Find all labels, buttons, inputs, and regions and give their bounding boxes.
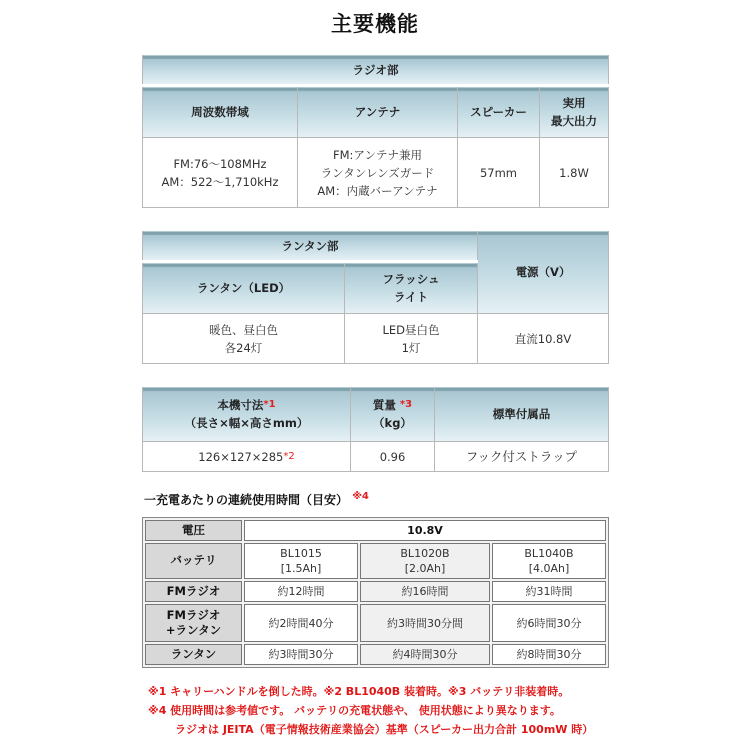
battery-capacity: [2.0Ah] — [404, 561, 446, 575]
lantern-section-header: ランタン部 — [143, 230, 478, 262]
header-accessories: 標準付属品 — [435, 386, 609, 442]
runtime-cell: 約3時間30分 — [244, 644, 358, 665]
antenna-fm-guard: ランタンレンズガード — [320, 165, 435, 180]
footnote-4: ※4 使用時間は参考値です。 バッテリの充電状態や、 使用状態により異なります。 — [148, 704, 561, 717]
table-row — [145, 581, 606, 602]
accessories-value: フック付ストラップ — [435, 442, 609, 472]
header-max-output-line1: 実用 — [562, 96, 586, 110]
flashlight-color: LED昼白色 — [382, 322, 440, 337]
header-antenna: アンテナ — [298, 86, 458, 138]
battery-model: BL1020B — [400, 546, 450, 560]
footnote-1-3: ※1 キャリーハンドルを倒した時。※2 BL1040B 装着時。※3 バッテリ非装着時。 — [148, 685, 570, 698]
header-dimensions-line1: 本機寸法 — [217, 398, 264, 412]
voltage-value: 10.8V — [244, 520, 606, 541]
runtime-cell: 約8時間30分 — [492, 644, 606, 665]
battery-bl1040b — [492, 543, 606, 580]
runtime-cell: 約4時間30分 — [360, 644, 490, 665]
runtime-subtitle — [144, 491, 369, 508]
battery-model: BL1040B — [524, 546, 574, 560]
battery-capacity: [4.0Ah] — [528, 561, 570, 575]
header-flashlight-line1: フラッシュ — [382, 272, 440, 286]
page-title: 主要機能 — [331, 12, 419, 36]
mass-value: 0.96 — [351, 442, 435, 472]
lantern-spec-table — [142, 228, 609, 364]
runtime-cell: 約6時間30分 — [492, 604, 606, 643]
note-marker-4: ※4 — [352, 491, 369, 502]
battery-capacity: [1.5Ah] — [280, 561, 322, 575]
row-label-lantern: ランタン — [145, 644, 242, 665]
runtime-cell: 約31時間 — [492, 581, 606, 602]
note-marker-1: *1 — [263, 399, 276, 410]
runtime-table — [142, 517, 609, 668]
table-row — [145, 604, 606, 643]
battery-bl1020b — [360, 543, 490, 580]
lantern-value — [143, 314, 345, 364]
footnotes — [148, 682, 593, 739]
header-power-source: 電源（V） — [478, 230, 609, 314]
note-marker-3: *3 — [399, 399, 413, 410]
header-max-output-line2: 最大出力 — [551, 114, 597, 128]
radio-spec-table — [142, 52, 609, 208]
lantern-count: 各24灯 — [224, 340, 263, 355]
freq-fm: FM:76〜108MHz — [173, 156, 267, 171]
table-row — [145, 644, 606, 665]
frequency-value — [143, 138, 298, 208]
runtime-cell: 約3時間30分間 — [360, 604, 490, 643]
radio-section-header: ラジオ部 — [143, 54, 609, 86]
header-frequency: 周波数帯域 — [143, 86, 298, 138]
freq-am: AM：522〜1,710kHz — [161, 174, 279, 189]
footnote-4-jeita: ラジオは JEITA（電子情報技術産業協会）基準（スピーカー出力合計 100mW 時） — [175, 723, 594, 736]
flashlight-count: 1灯 — [401, 340, 421, 355]
header-lantern-led: ランタン（LED） — [143, 262, 345, 314]
dimensions-value — [143, 442, 351, 472]
header-mass-line2: （kg） — [373, 416, 412, 430]
lantern-colors: 暖色、昼白色 — [209, 322, 278, 337]
row-label-fm-radio: FMラジオ — [145, 581, 242, 602]
header-mass-line1: 質量 — [372, 398, 396, 412]
dimensions-spec-table — [142, 384, 609, 472]
row-label-line1: FMラジオ — [166, 608, 221, 623]
power-value: 1.8W — [540, 138, 609, 208]
header-max-output — [540, 86, 609, 138]
row-label-fm-radio-lantern — [145, 604, 242, 643]
header-flashlight-line2: ライト — [393, 290, 429, 304]
header-flashlight — [345, 262, 478, 314]
battery-bl1015 — [244, 543, 358, 580]
antenna-value — [298, 138, 458, 208]
row-label-line2: +ランタン — [165, 623, 222, 638]
runtime-cell: 約2時間40分 — [244, 604, 358, 643]
header-mass — [351, 386, 435, 442]
runtime-subtitle-text: 一充電あたりの連続使用時間（目安） — [144, 493, 349, 507]
runtime-cell: 約16時間 — [360, 581, 490, 602]
battery-label: バッテリ — [145, 543, 242, 580]
power-source-value: 直流10.8V — [478, 314, 609, 364]
note-marker-2: *2 — [283, 450, 295, 462]
runtime-cell: 約12時間 — [244, 581, 358, 602]
dimensions-number: 126×127×285 — [198, 449, 284, 464]
flashlight-value — [345, 314, 478, 364]
antenna-fm: FM:アンテナ兼用 — [333, 147, 422, 162]
battery-model: BL1015 — [280, 546, 322, 560]
header-dimensions — [143, 386, 351, 442]
speaker-value: 57mm — [458, 138, 540, 208]
header-speaker: スピーカー — [458, 86, 540, 138]
antenna-am: AM：内蔵バーアンテナ — [317, 183, 438, 198]
voltage-label: 電圧 — [145, 520, 242, 541]
header-dimensions-line2: （長さ×幅×高さmm） — [184, 416, 309, 430]
